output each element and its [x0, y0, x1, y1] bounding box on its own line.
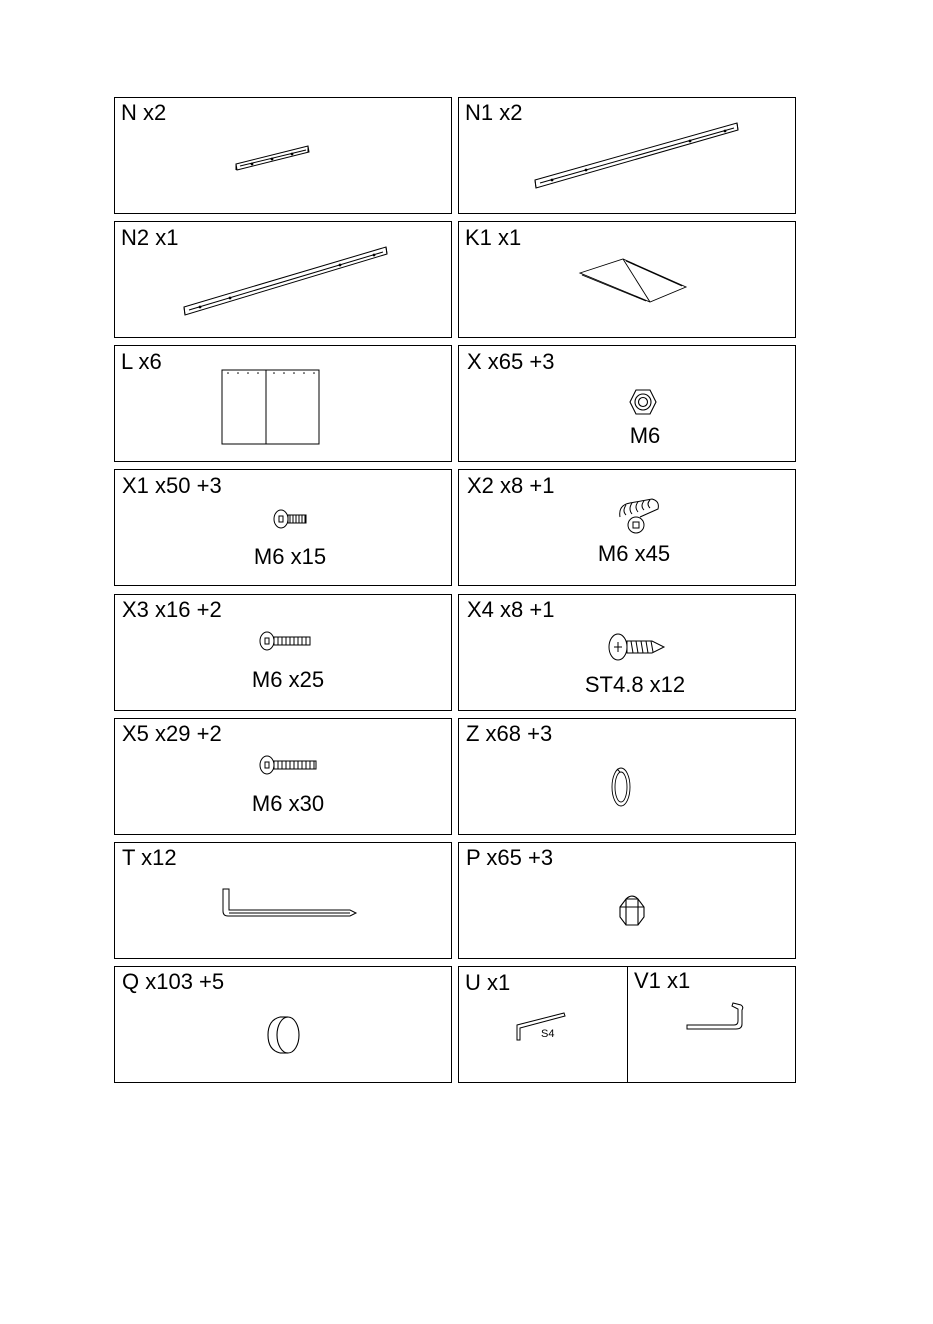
hex-key-engraving: S4 — [541, 1028, 555, 1040]
cell-divider — [627, 966, 628, 1083]
part-spec-x3: M6 x25 — [251, 667, 325, 692]
part-spec-x4: ST4.8 x12 — [584, 672, 686, 697]
bolt-icon — [256, 753, 322, 777]
long-rail-icon — [180, 243, 395, 319]
long-rail-icon — [530, 118, 745, 194]
part-code-n2: N2 x1 — [121, 225, 179, 250]
part-spec-x1: M6 x15 — [253, 544, 327, 569]
part-code-x1: X1 x50 +3 — [122, 473, 222, 498]
cap-nut-icon — [614, 893, 650, 929]
short-rail-icon — [232, 140, 314, 176]
cover-plate-icon — [576, 255, 690, 307]
part-code-x: X x65 +3 — [467, 349, 555, 374]
part-code-x5: X5 x29 +2 — [122, 721, 222, 746]
bolt-icon — [612, 495, 662, 539]
spring-washer-icon — [606, 764, 636, 810]
end-cap-icon — [264, 1012, 304, 1058]
part-code-x2: X2 x8 +1 — [467, 473, 555, 498]
bolt-icon — [270, 507, 312, 531]
part-code-l: L x6 — [121, 349, 162, 374]
part-code-n: N x2 — [121, 100, 167, 125]
part-code-q: Q x103 +5 — [122, 969, 225, 994]
part-code-t: T x12 — [122, 845, 177, 870]
part-spec-x5: M6 x30 — [251, 791, 325, 816]
hex-key-icon — [218, 885, 360, 923]
part-code-p: P x65 +3 — [466, 845, 554, 870]
part-code-z: Z x68 +3 — [466, 721, 553, 746]
part-code-k1: K1 x1 — [465, 225, 522, 250]
wrench-icon — [684, 1000, 748, 1034]
part-code-n1: N1 x2 — [465, 100, 523, 125]
bolt-icon — [256, 629, 316, 653]
hex-nut-icon — [628, 387, 658, 417]
part-spec-x2: M6 x45 — [597, 541, 671, 566]
self-tapping-screw-icon — [604, 630, 668, 664]
part-code-x4: X4 x8 +1 — [467, 597, 555, 622]
panel-sheet-icon — [218, 366, 324, 448]
part-spec-x: M6 — [629, 423, 661, 448]
part-code-u: U x1 — [465, 970, 511, 995]
part-code-x3: X3 x16 +2 — [122, 597, 222, 622]
part-code-v1: V1 x1 — [634, 968, 691, 993]
